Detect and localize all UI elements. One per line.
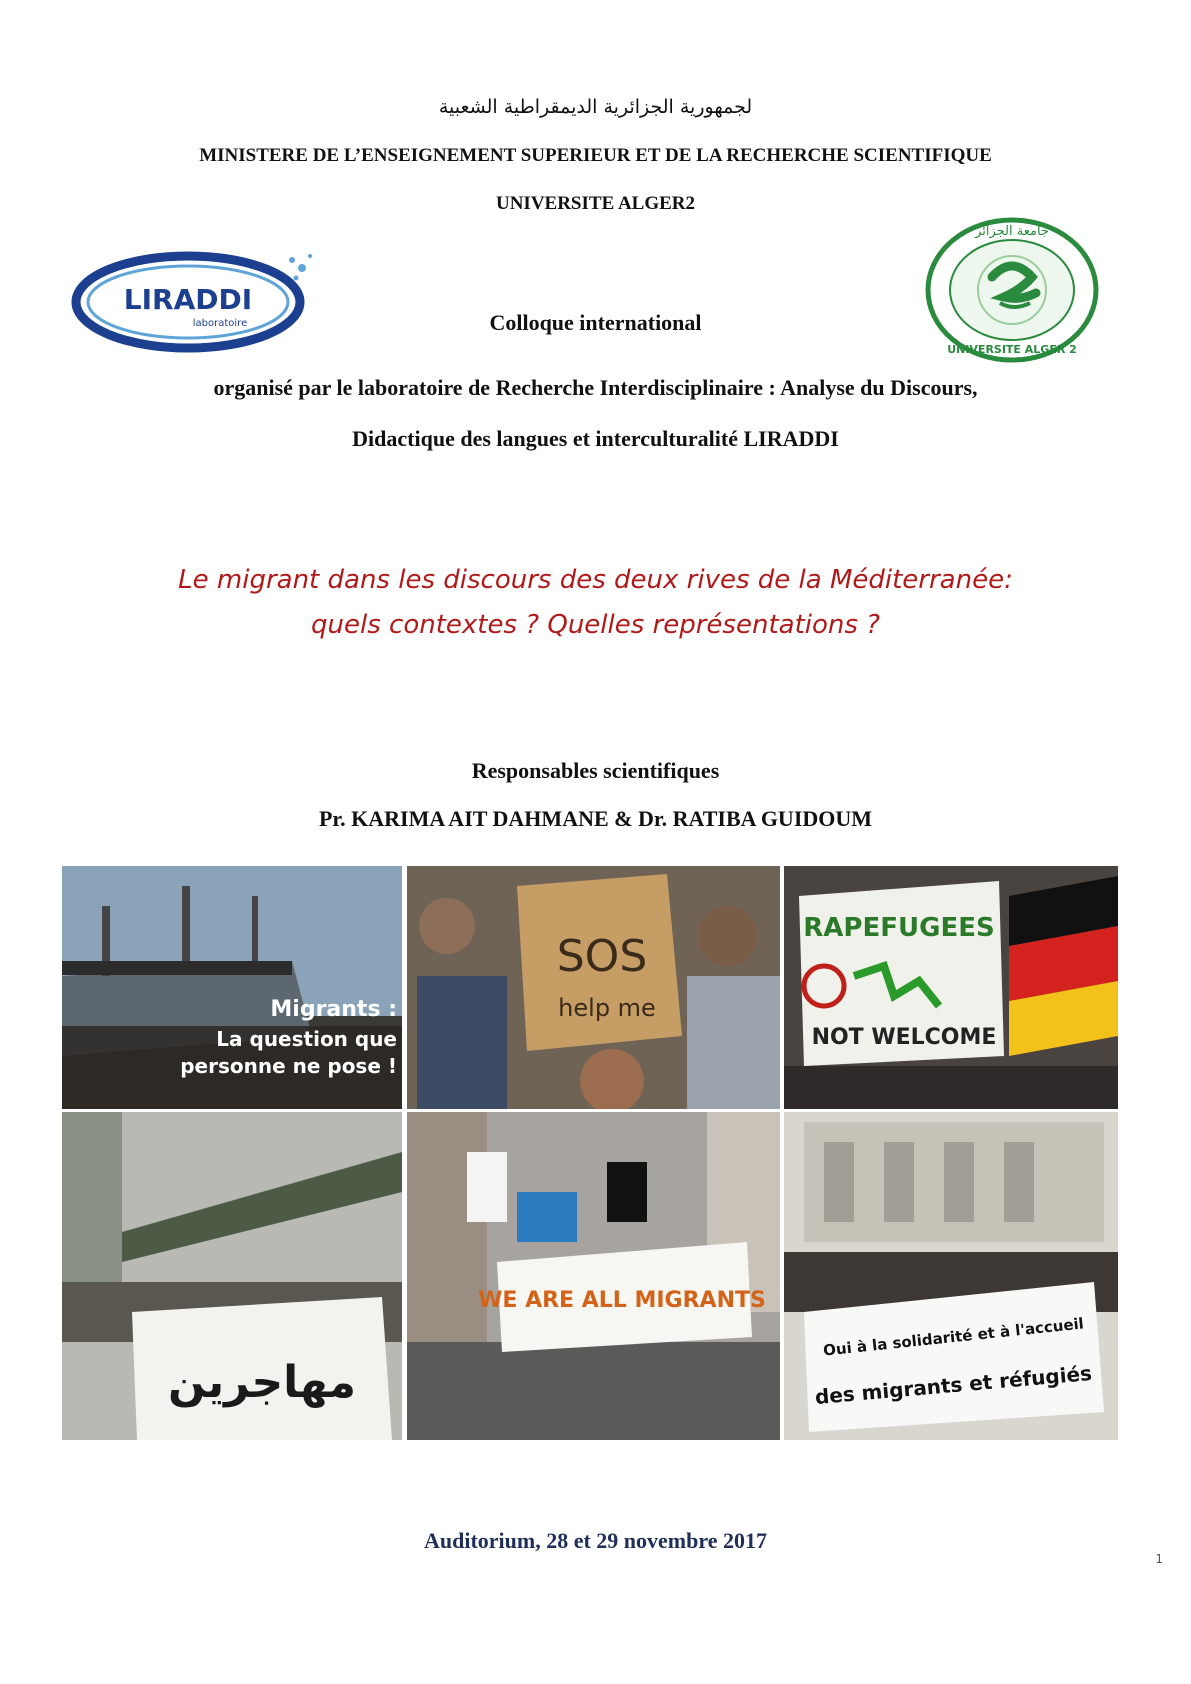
arabic-republic-line: لجمهورية الجزائرية الديمقراطية الشعبية [438, 96, 753, 118]
photo-solidarite-banner [784, 1112, 1118, 1440]
responsables-names: Pr. KARIMA AIT DAHMANE & Dr. RATIBA GUIDOUM [318, 806, 873, 831]
photo5-banner: WE ARE ALL MIGRANTS [478, 1288, 766, 1313]
ministry-heading: MINISTERE DE L’ENSEIGNEMENT SUPERIEUR ET DE LA RECHERCHE SCIENTIFIQUE [199, 145, 992, 166]
universite-alger2-seal [920, 215, 1105, 365]
photo6-banner-line1: Oui à la solidarité et à l'accueil [822, 1314, 1085, 1360]
photo-sos-sign [407, 866, 780, 1109]
photo-migrant-ship [62, 866, 402, 1109]
seal-arabic-text: جامعة الجزائر [975, 224, 1049, 239]
photo-german-protest [784, 866, 1118, 1109]
venue-date: Auditorium, 28 et 29 novembre 2017 [423, 1528, 768, 1553]
photo3-banner-bottom: NOT WELCOME [811, 1025, 997, 1050]
photo2-sign-line1: SOS [556, 931, 648, 982]
organizer-line-1: organisé par le laboratoire de Recherche Interdisciplinaire : Analyse du Discours, [213, 375, 978, 400]
colloquium-title-line-1: Le migrant dans les discours des deux rives de la Méditerranée: [178, 565, 1013, 595]
photo1-overlay-line1: Migrants : [270, 997, 397, 1022]
event-type: Colloque international [489, 310, 702, 335]
seal-ring-text: UNIVERSITE ALGER 2 [947, 343, 1077, 356]
photo1-overlay-line3: personne ne pose ! [180, 1054, 397, 1078]
university-heading: UNIVERSITE ALGER2 [495, 193, 696, 214]
photo-we-are-all-migrants [407, 1112, 780, 1440]
photo-arabic-banner [62, 1112, 402, 1440]
responsables-label: Responsables scientifiques [471, 758, 720, 783]
liraddi-logo-sub: laboratoire [192, 318, 248, 329]
photo3-banner-top: RAPEFUGEES [803, 913, 995, 943]
colloquium-title-line-2: quels contextes ? Quelles représentations ? [311, 610, 880, 640]
photo4-banner: مهاجرين [167, 1357, 357, 1408]
photo1-overlay-line2: La question que [216, 1027, 397, 1051]
organizer-line-2: Didactique des langues et interculturalité LIRADDI [352, 426, 839, 451]
liraddi-logo-name: LIRADDI [123, 283, 253, 316]
photo6-banner-line2: des migrants et réfugiés [813, 1360, 1093, 1410]
liraddi-logo [70, 240, 330, 360]
page-number: 1 [1155, 1552, 1163, 1566]
photo2-sign-line2: help me [558, 994, 656, 1022]
